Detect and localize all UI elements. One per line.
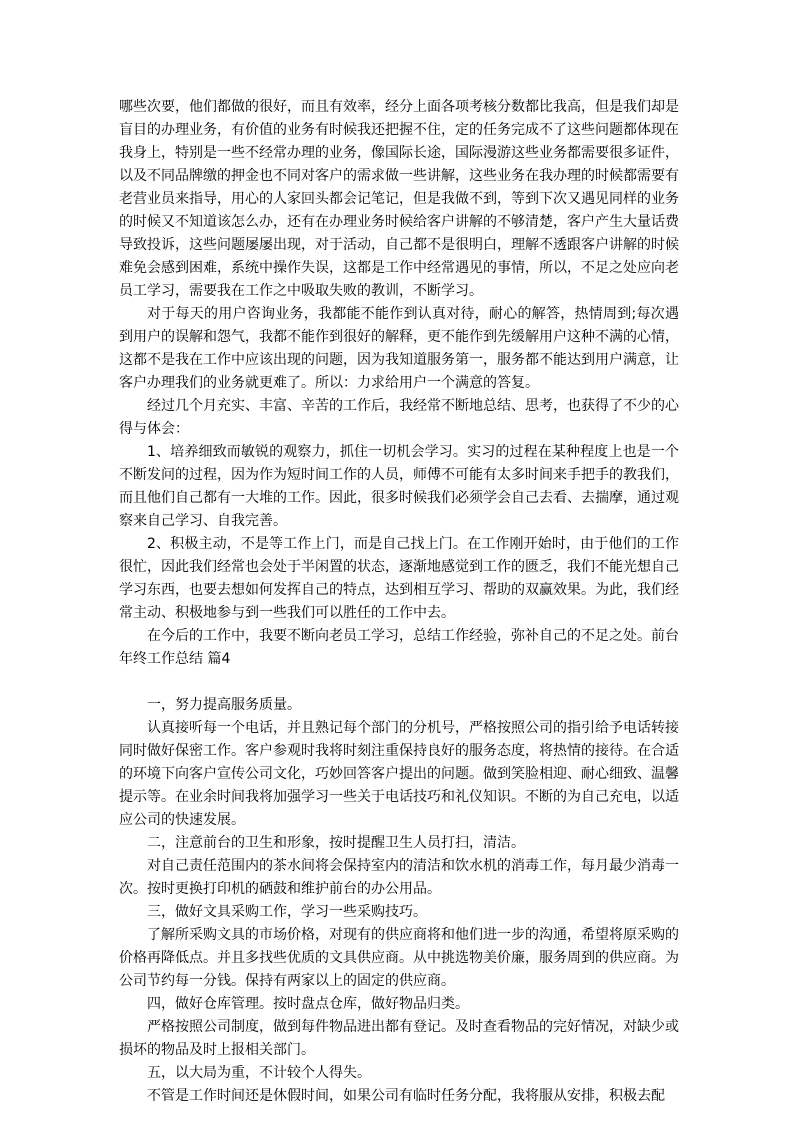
paragraph-4: 1、培养细致而敏锐的观察力，抓住一切机会学习。实习的过程在某种程度上也是一个不断发问的过程，因为作为短时间工作的人员，师傅不可能有太多时间来手把手的教我们，而且他们自己都有一大堆的工作。因此，很多时候我们必须学会自己去看、去揣摩，通过观察来自己学习、自我完善。 — [119, 444, 679, 529]
blank-line — [119, 671, 679, 694]
section-heading-3: 三，做好文具采购工作，学习一些采购技巧。 — [147, 904, 427, 920]
paragraph-3: 经过几个月充实、丰富、辛苦的工作后，我经常不断地总结、思考，也获得了不少的心得与体会： — [119, 398, 679, 437]
paragraph-8: 对自己责任范围内的茶水间将会保持室内的清洁和饮水机的消毒工作，每月最少消毒一次。按时更换打印机的硒鼓和维护前台的办公用品。 — [119, 858, 679, 897]
paragraph-9: 了解所采购文具的市场价格，对现有的供应商将和他们进一步的沟通，希望将原采购的价格再降低点。并且多找些优质的文具供应商。从中挑选物美价廉，服务周到的供应商。为公司节约每一分钱。保持有两家以上的固定的供应商。 — [119, 927, 679, 989]
paragraph-1: 哪些次要，他们都做的很好，而且有效率，经分上面各项考核分数都比我高，但是我们却是盲目的办理业务，有价值的业务有时候我还把握不住，定的任务完成不了这些问题都体现在我身上，特别是一些不经常办理的业务，像国际长途，国际漫游这些业务都需要很多证件，以及不同品牌缴的押金也不同对客户的需求做一些讲解，这些业务在我办理的时候都需要有老营业员来指导，用心的人家回头都会记笔记，但是我做不到，等到下次又遇见同样的业务的时候又不知道该怎么办，还有在办理业务时候给客户讲解的不够清楚，客户产生大量话费导致投诉，这些问题屡屡出现，对于活动，自己都不是很明白，理解不透跟客户讲解的时候难免会感到困难，系统中操作失误，这都是工作中经常遇见的事情，所以，不足之处应向老员工学习，需要我在工作之中吸取失败的教训，不断学习。 — [119, 99, 679, 299]
paragraph-11: 不管是工作时间还是休假时间，如果公司有临时任务分配，我将服从安排，积极去配 — [147, 1088, 665, 1104]
section-heading-4: 四，做好仓库管理。按时盘点仓库，做好物品归类。 — [147, 996, 469, 1012]
paragraph-6: 在今后的工作中，我要不断向老员工学习，总结工作经验，弥补自己的不足之处。前台年终工作总结 篇4 — [119, 628, 679, 667]
paragraph-2: 对于每天的用户咨询业务，我都能不能作到认真对待，耐心的解答，热情周到;每次遇到用户的误解和怨气，我都不能作到很好的解释，更不能作到先缓解用户这种不满的心情，这都不是我在工作中应该出现的问题，因为我知道服务第一，服务都不能达到用户满意，让客户办理我们的业务就更难了。所以：力求给用户一个满意的答复。 — [119, 306, 679, 391]
section-heading-1: 一，努力提高服务质量。 — [147, 697, 301, 713]
paragraph-10: 严格按照公司制度，做到每件物品进出都有登记。及时查看物品的完好情况，对缺少或损坏的物品及时上报相关部门。 — [119, 1019, 679, 1058]
section-heading-5: 五，以大局为重，不计较个人得失。 — [147, 1065, 371, 1081]
document-body — [119, 96, 679, 1108]
section-heading-2: 二，注意前台的卫生和形象，按时提醒卫生人员打扫，清洁。 — [147, 835, 525, 851]
paragraph-7: 认真接听每一个电话，并且熟记每个部门的分机号，严格按照公司的指引给予电话转接同时做好保密工作。客户参观时我将时刻注重保持良好的服务态度，将热情的接待。在合适的环境下向客户宣传公司文化，巧妙回答客户提出的问题。做到笑脸相迎、耐心细致、温馨提示等。在业余时间我将加强学习一些关于电话技巧和礼仪知识。不断的为自己充电，以适应公司的快速发展。 — [119, 720, 679, 828]
paragraph-5: 2、积极主动，不是等工作上门，而是自己找上门。在工作刚开始时，由于他们的工作很忙，因此我们经常也会处于半闲置的状态，逐渐地感觉到工作的匮乏，我们不能光想自己学习东西，也要去想如何发挥自己的特点，达到相互学习、帮助的双赢效果。为此，我们经常主动、积极地参与到一些我们可以胜任的工作中去。 — [119, 536, 679, 621]
